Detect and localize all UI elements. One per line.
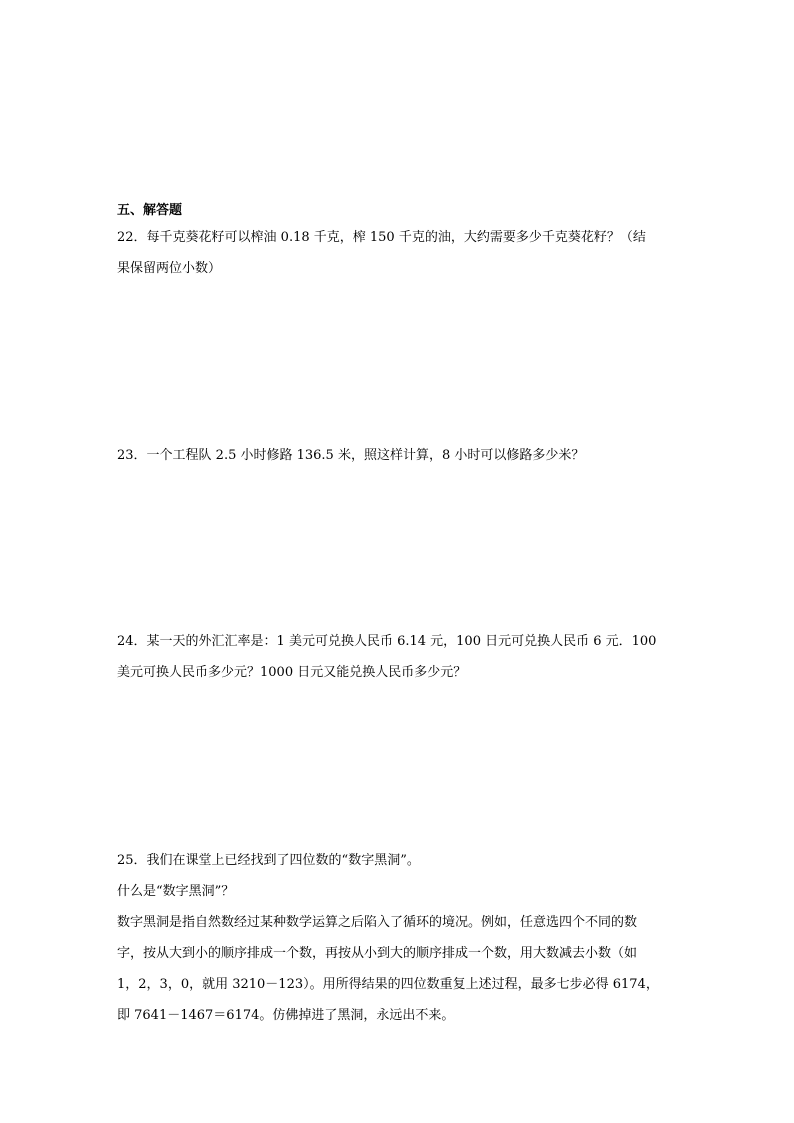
question-23-line-1: 23．一个工程队 2.5 小时修路 136.5 米，照这样计算，8 小时可以修路多少米？ bbox=[117, 448, 585, 463]
question-22 bbox=[117, 222, 677, 284]
question-22-line-1: 22．每千克葵花籽可以榨油 0.18 千克，榨 150 千克的油，大约需要多少千克葵花籽？（结 bbox=[117, 230, 646, 245]
section-heading: 五、解答题 bbox=[117, 203, 183, 218]
question-25-line-5: 1，2，3，0，就用 3210－123）。用所得结果的四位数重复上述过程，最多七步必得 6174， bbox=[117, 977, 659, 992]
question-23 bbox=[117, 440, 677, 471]
question-25 bbox=[117, 845, 677, 1031]
question-24 bbox=[117, 626, 677, 688]
question-24-line-1: 24．某一天的外汇汇率是：1 美元可兑换人民币 6.14 元，100 日元可兑换人民币 6 元．100 bbox=[117, 634, 657, 649]
question-22-line-2: 果保留两位小数） bbox=[117, 261, 222, 276]
question-25-line-3: 数字黑洞是指自然数经过某种数学运算之后陷入了循环的境况。例如，任意选四个不同的数 bbox=[117, 915, 638, 930]
question-25-line-1: 25．我们在课堂上已经找到了四位数的“数字黑洞”。 bbox=[117, 853, 420, 868]
question-25-line-6: 即 7641－1467＝6174。仿佛掉进了黑洞，永远出不来。 bbox=[117, 1008, 455, 1023]
question-24-line-2: 美元可换人民币多少元？1000 日元又能兑换人民币多少元？ bbox=[117, 665, 467, 680]
question-25-line-4: 字，按从大到小的顺序排成一个数，再按从小到大的顺序排成一个数，用大数减去小数（如 bbox=[117, 946, 638, 961]
question-25-line-2: 什么是“数字黑洞”？ bbox=[117, 884, 235, 899]
